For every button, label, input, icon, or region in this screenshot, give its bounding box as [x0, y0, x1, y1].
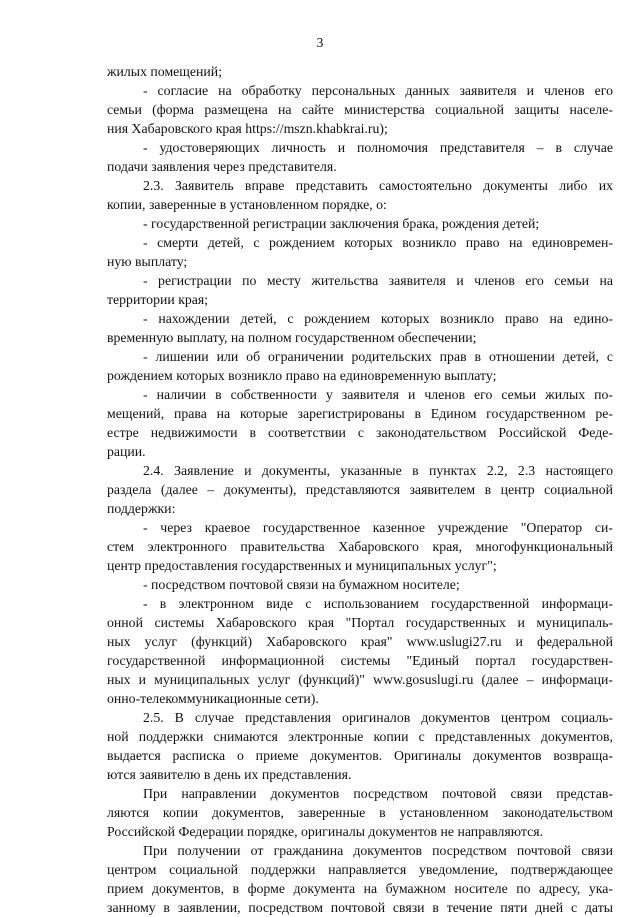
text-line: Российской Федерации порядке, оригиналы документов не направляются. — [107, 824, 544, 839]
text-line: ную выплату; — [107, 254, 188, 269]
text-line: - наличии в собственности у заявителя и членов его семьи жилых по- — [143, 387, 613, 402]
text-line: - в электронном виде с использованием государственной информаци- — [143, 596, 613, 611]
text-line: естре недвижимости в соответствии с законодательством Российской Феде- — [107, 425, 613, 440]
text-line: ляются копии документов, заверенные в установленном законодательством — [107, 805, 613, 820]
text-line: выдается расписка о приеме документов. Оригиналы документов возвраща- — [107, 748, 613, 763]
text-line: - через краевое государственное казенное учреждение "Оператор си- — [143, 520, 613, 535]
text-line: жилых помещений; — [107, 64, 223, 79]
text-line: центром социальной поддержки направляется уведомление, подтверждающее — [107, 862, 613, 877]
text-line: 2.5. В случае представления оригиналов документов центром социаль- — [143, 710, 613, 725]
text-line: мещений, права на которые зарегистрированы в Едином государственном ре- — [107, 406, 613, 421]
text-line: государственной информационной системы "Единый портал государствен- — [107, 653, 613, 668]
text-line: ных услуг (функций) Хабаровского края" www.uslugi27.ru и федеральной — [107, 634, 613, 649]
text-line: поддержки: — [107, 501, 176, 516]
text-line: центр предоставления государственных и муниципальных услуг"; — [107, 558, 497, 573]
text-line: 2.3. Заявитель вправе представить самостоятельно документы либо их — [143, 178, 613, 193]
page-number: 3 — [316, 35, 324, 50]
text-line: - посредством почтовой связи на бумажном носителе; — [143, 577, 460, 592]
text-line: территории края; — [107, 292, 209, 307]
text-line: занному в заявлении, посредством почтовой связи в течение пяти дней с даты — [107, 900, 613, 915]
text-line: - нахождении детей, с рождением которых возникло право на едино- — [143, 311, 613, 326]
text-line: - регистрации по месту жительства заявителя и членов его семьи на — [143, 273, 613, 288]
text-line: рождением которых возникло право на единовременную выплату; — [107, 368, 497, 383]
text-line: - лишении или об ограничении родительских прав в отношении детей, с — [143, 349, 613, 364]
text-line: рации. — [107, 444, 146, 459]
text-line: временную выплату, на полном государственном обеспечении; — [107, 330, 477, 345]
text-line: семьи (форма размещена на сайте министерства социальной защиты населе- — [107, 102, 613, 117]
text-line: копии, заверенные в установленном порядке, о: — [107, 197, 387, 212]
text-line: - смерти детей, с рождением которых возникло право на единовремен- — [143, 235, 613, 250]
text-line: стем электронного правительства Хабаровского края, многофункциональный — [107, 539, 613, 554]
text-line: При получении от гражданина документов посредством почтовой связи — [143, 843, 613, 858]
text-line: подачи заявления через представителя. — [107, 159, 337, 174]
text-line: При направлении документов посредством почтовой связи представ- — [143, 786, 613, 801]
text-line: раздела (далее – документы), представляются заявителем в центр социальной — [107, 482, 613, 497]
text-line: - государственной регистрации заключения брака, рождения детей; — [143, 216, 540, 231]
text-line: ной поддержки снимаются электронные копии с представленных документов, — [107, 729, 613, 744]
text-line: 2.4. Заявление и документы, указанные в пунктах 2.2, 2.3 настоящего — [143, 463, 613, 478]
document-body — [107, 62, 613, 917]
text-line: онно-телекоммуникационные сети). — [107, 691, 319, 706]
text-line: ния Хабаровского края https://mszn.khabkrai.ru); — [107, 121, 388, 136]
text-line: - согласие на обработку персональных данных заявителя и членов его — [143, 83, 613, 98]
text-line: прием документов, в форме документа на бумажном носителе по адресу, ука- — [107, 881, 613, 896]
text-line: онной системы Хабаровского края "Портал государственных и муниципаль- — [107, 615, 613, 630]
text-line: - удостоверяющих личность и полномочия представителя – в случае — [143, 140, 613, 155]
text-line: ются заявителю в день их представления. — [107, 767, 352, 782]
text-line: ных и муниципальных услуг (функций)" www.gosuslugi.ru (далее – информаци- — [107, 672, 613, 687]
